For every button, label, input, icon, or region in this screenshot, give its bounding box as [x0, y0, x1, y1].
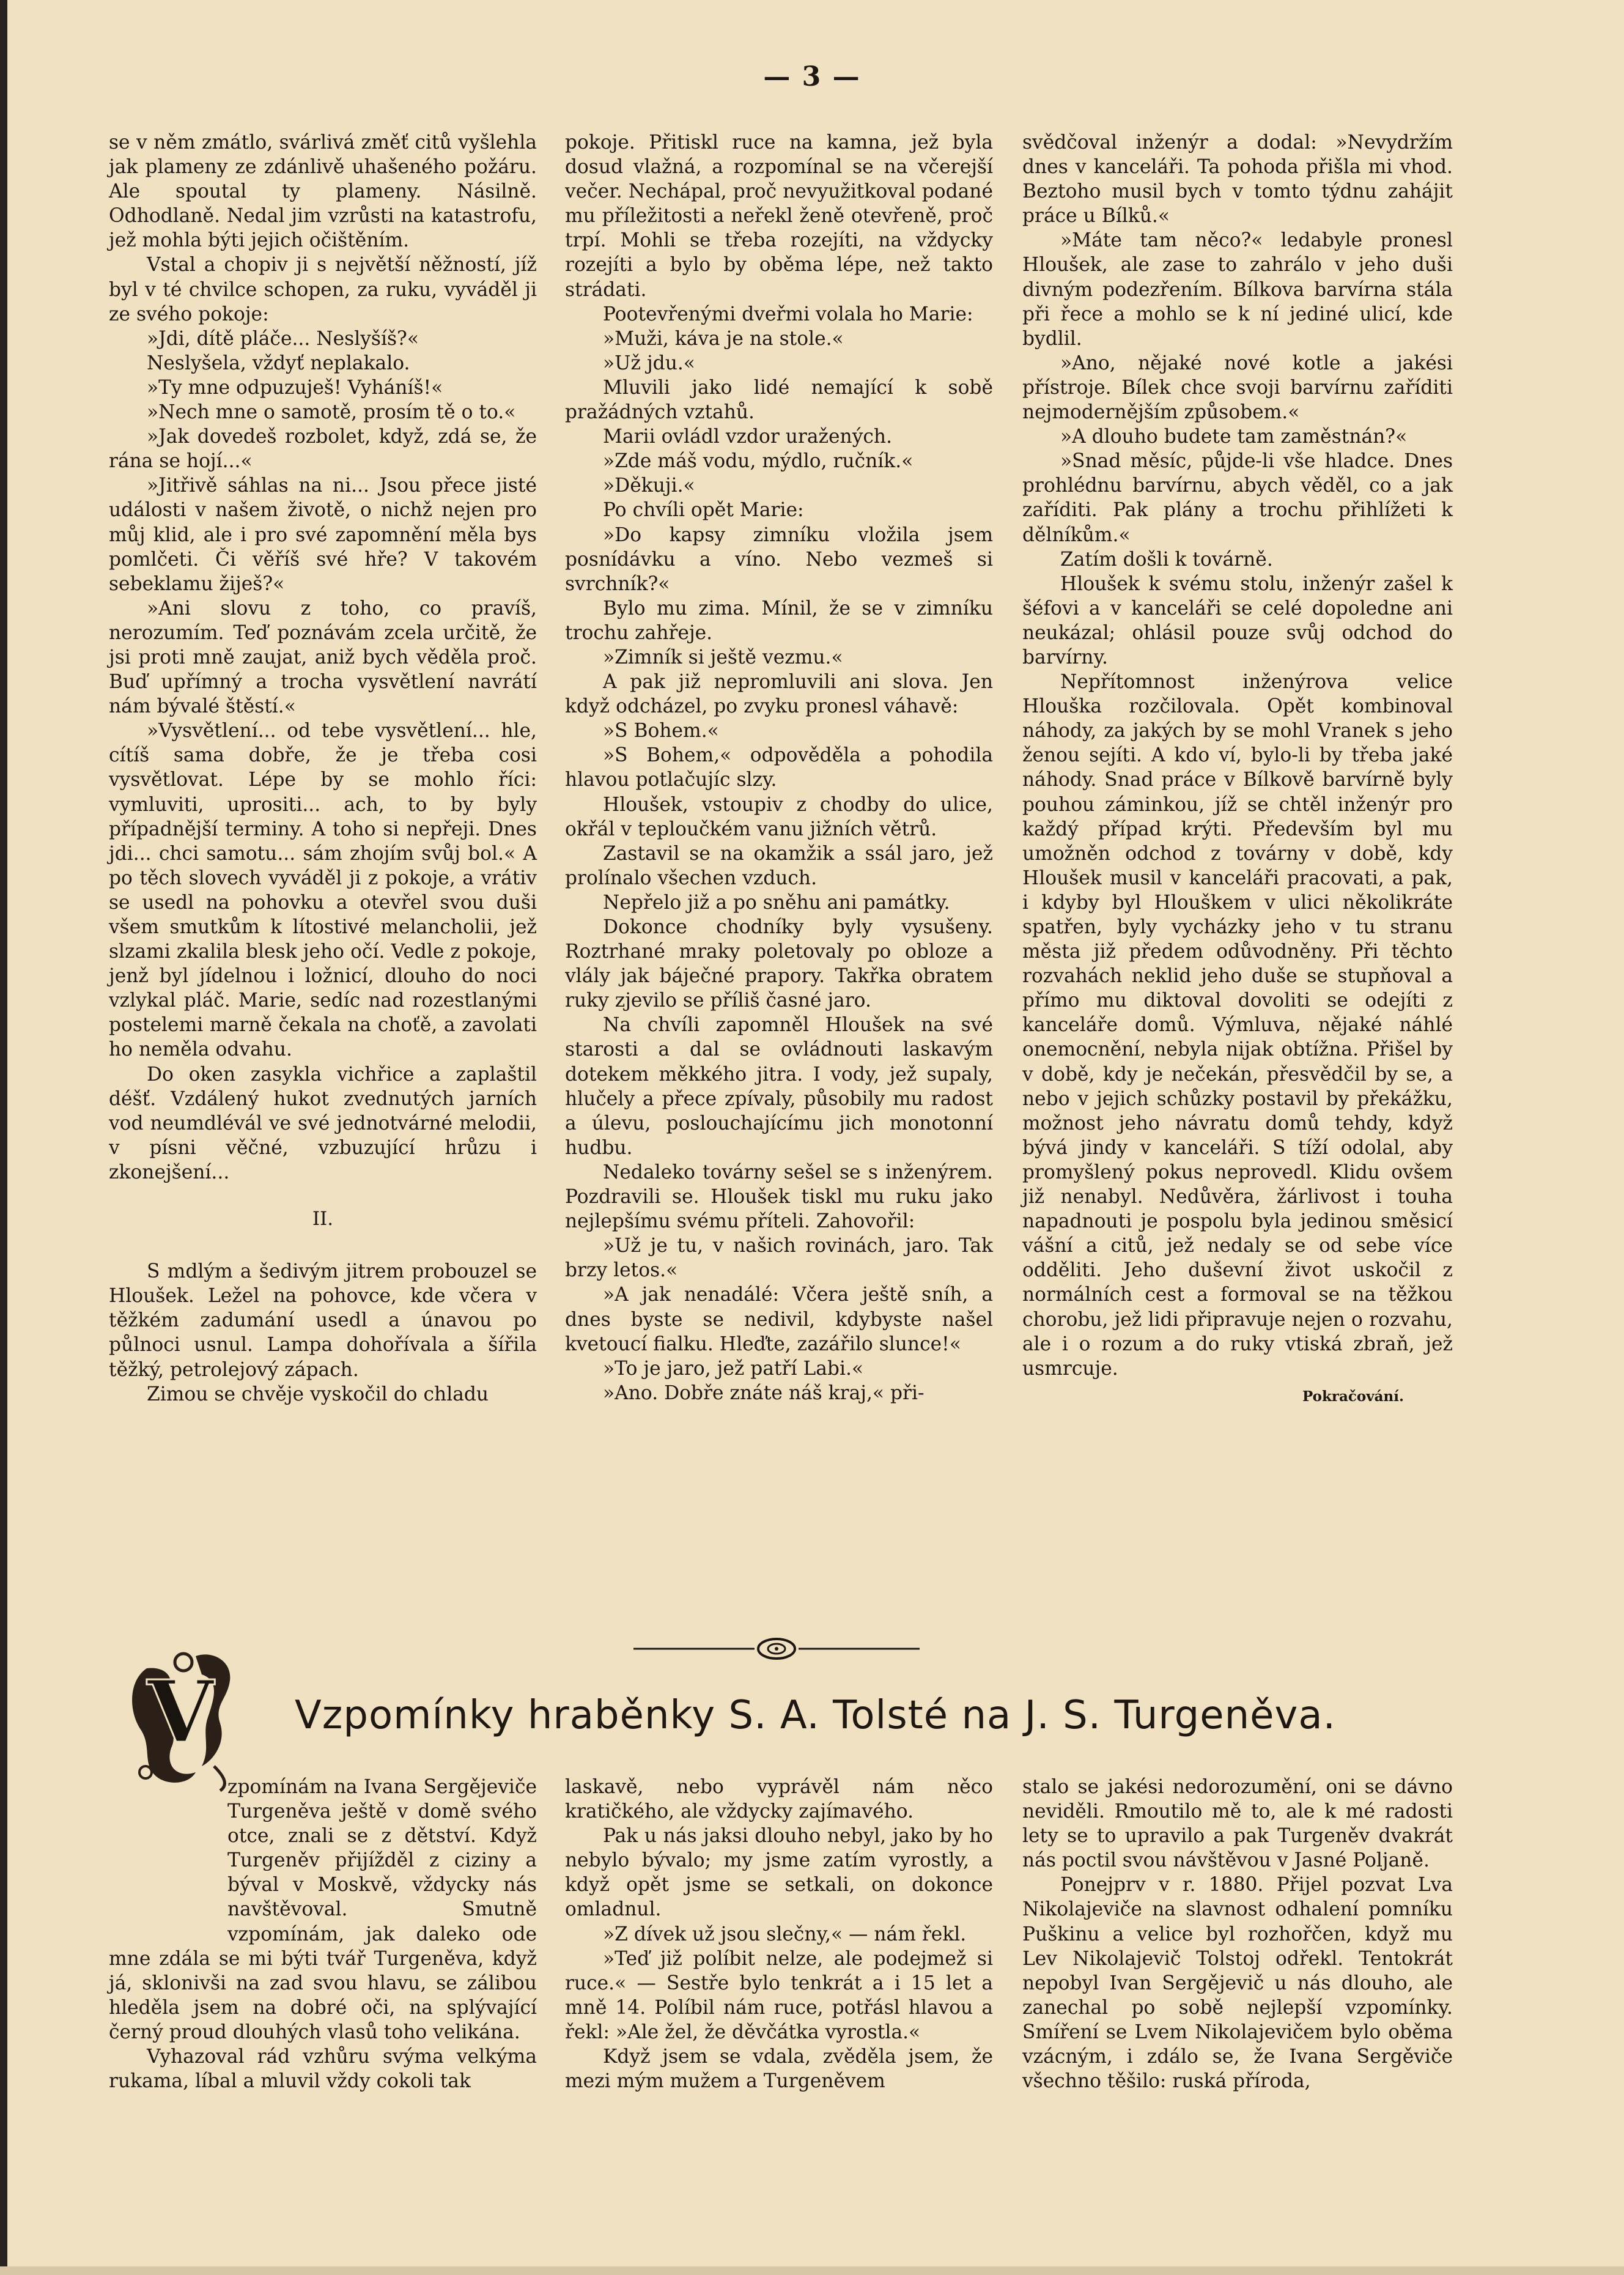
paragraph: »Máte tam něco?« ledabyle pronesl Hloušek, ale zase to zahrálo v jeho duši divným podezřením. Bílkova barvírna stála při řece a mohlo se k ní jediné ulicí, kde bydlil. — [1022, 229, 1453, 350]
paragraph: Nedaleko továrny sešel se s inženýrem. Pozdravili se. Hloušek tiskl mu ruku jako nejlepšímu svému příteli. Zahovořil: — [565, 1161, 993, 1233]
continued-note: Pokračování. — [1302, 1388, 1404, 1405]
paragraph: »Už jdu.« — [603, 352, 695, 374]
paragraph: »S Bohem,« odpověděla a pohodila hlavou potlačujíc slzy. — [565, 744, 993, 791]
paragraph: »Do kapsy zimníku vložila jsem posnídávku a víno. Nebo vezmeš si svrchník?« — [565, 523, 993, 595]
paragraph: S mdlým a šedivým jitrem probouzel se Hloušek. Ležel na pohovce, kde včera v těžkém zadumání usedl a únavou po půlnoci usnul. Lampa dohořívala a šířila těžký, petrolejový zápach. — [109, 1260, 537, 1381]
paragraph: »Jak dovedeš rozbolet, když, zdá se, že rána se hojí...« — [109, 426, 537, 473]
paragraph: Pak u nás jaksi dlouho nebyl, jako by ho nebylo bývalo; my jsme zatím vyrostly, a když opět jsme se setkali, on dokonce omladnul. — [565, 1825, 993, 1921]
paragraph: Neslyšela, vždyť neplakalo. — [147, 352, 410, 374]
paragraph: Když jsem se vdala, zvěděla jsem, že mezi mým mužem a Turgeněvem — [565, 2046, 993, 2093]
dropcap-letter-icon — [122, 1644, 238, 1794]
paragraph: Ponejprv v r. 1880. Přijel pozvat Lva Nikolajeviče na slavnost odhalení pomníku Puškinu a velice byl rozhořčen, když mu Lev Nikolajevič Tolstoj odřekl. Tentokrát nepobyl Ivan Sergějevič u nás dlouho, ale zanechal po sobě nejlepší vzpomínky. Smíření se Lvem Nikolajevičem bylo oběma vzácným, i zdálo se, že Ivana Sergěviče všechno těšilo: ruská příroda, — [1022, 1874, 1453, 2093]
article-column-1 — [109, 1775, 537, 2093]
paragraph: Na chvíli zapomněl Hloušek na své starosti a dal se ovládnouti laskavým dotekem měkkého jitra. I vody, jež supaly, hlučely a přece zpívaly, působily mu radost a úlevu, poslouchajícímu jich monotonní hudbu. — [565, 1014, 993, 1159]
paragraph: »Snad měsíc, půjde-li vše hladce. Dnes prohlédnu barvírnu, abych věděl, co a jak zaříditi. Pak plány a trochu přihlížeti k dělníkům.« — [1022, 450, 1453, 546]
paragraph: »Jdi, dítě pláče... Neslyšíš?« — [147, 327, 419, 350]
article-title: Vzpomínky hraběnky S. A. Tolsté na J. S. Turgeněva. — [295, 1693, 1336, 1738]
section-heading: II. — [312, 1208, 334, 1230]
page-edge — [0, 0, 7, 2275]
page-number: — 3 — — [763, 61, 861, 92]
paragraph: svědčoval inženýr a dodal: »Nevydržím dnes v kanceláři. Ta pohoda přišla mi vhod. Beztoho musil bych v tomto týdnu zahájit práce u Bílků.« — [1022, 131, 1453, 228]
paragraph: Po chvíli opět Marie: — [603, 499, 804, 522]
paragraph: »Ani slovu z toho, co pravíš, nerozumím. Teď poznávám zcela určitě, že jsi proti mně zaujat, aniž bych věděla proč. Buď upřímný a trocha vysvětlení navrátí nám bývalé štěstí.« — [109, 597, 537, 718]
paragraph: Hloušek, vstoupiv z chodby do ulice, okřál v teploučkém vanu jižních větrů. — [565, 793, 993, 840]
paragraph: »A dlouho budete tam zaměstnán?« — [1060, 426, 1408, 448]
paragraph: Hloušek k svému stolu, inženýr zašel k šéfovi a v kanceláři se celé dopoledne ani neukázal; ohlásil pouze svůj odchod do barvírny. — [1022, 572, 1453, 668]
paragraph: Mluvili jako lidé nemající k sobě pražádných vztahů. — [565, 376, 993, 424]
paragraph: »Jitřivě sáhlas na ni... Jsou přece jisté události v našem životě, o nichž nejen pro můj klid, ale i pro své zapomnění měla bys pomlčeti. Či věříš své hře? V takovém sebeklamu žiješ?« — [109, 475, 537, 595]
paragraph: Dokonce chodníky byly vysušeny. Roztrhané mraky poletovaly po obloze a vlály jak báječné prapory. Takřka obratem ruky zjevilo se příliš časné jaro. — [565, 916, 993, 1012]
svg-text:V: V — [147, 1662, 214, 1763]
paragraph: »Ano. Dobře znáte náš kraj,« při- — [603, 1382, 925, 1404]
paragraph: »Muži, káva je na stole.« — [603, 327, 844, 350]
paragraph: »A jak nenadálé: Včera ještě sníh, a dnes byste se nedivil, kdybyste našel kvetoucí fialku. Hleďte, zazářilo slunce!« — [565, 1284, 993, 1355]
paragraph: »Zimník si ještě vezmu.« — [603, 646, 843, 668]
paragraph: A pak již nepromluvili ani slova. Jen když odcházel, po zvyku pronesl váhavě: — [565, 671, 993, 718]
story-column-1 — [109, 130, 537, 1407]
paragraph: laskavě, nebo vyprávěl nám něco kratičkého, ale vždycky zajímavého. — [565, 1776, 993, 1823]
paragraph: »Ano, nějaké nové kotle a jakési přístroje. Bílek chce svoji barvírnu zaříditi nejmodernějším způsobem.« — [1022, 352, 1453, 424]
paragraph: »To je jaro, jež patří Labi.« — [603, 1357, 864, 1380]
paragraph: pokoje. Přitiskl ruce na kamna, jež byla dosud vlažná, a rozpomínal se na včerejší večer. Nechápal, proč nevyužitkoval podané mu příležitosti a neřekl ženě otevřeně, proč trpí. Mohli se třeba rozejíti, na vždycky rozejíti a bylo by oběma lépe, než takto strádati. — [565, 131, 993, 301]
paragraph: Nepřítomnost inženýrova velice Hlouška rozčilovala. Opět kombinoval náhody, za jakých by se mohl Vranek s jeho ženou sejíti. A kdo ví, bylo-li by třeba jaké náhody. Snad práce v Bílkově barvírně byly pouhou záminkou, jíž se chtěl inženýr pro každý případ krýti. Především byl mu umožněn odchod z továrny v době, kdy Hloušek musil v kanceláři pracovati, a pak, i kdyby byl Hlouškem v ulici několikráte spatřen, byly vycházky jeho v tu stranu města již předem odůvodněny. Při těchto rozvahách neklid jeho duše se stupňoval a přímo mu diktoval dovoliti se odejíti z kanceláře domů. Výmluva, nějaké náhlé onemocnění, nebyla nijak obtížna. Přišel by v době, kdy je nečekán, přesvědčil by se, a nebo v jejich schůzky postavil by překážku, možnost jeho návratu domů tehdy, když bývá jindy v kanceláři. S tíží odolal, aby promyšlený pokus neprovedl. Klidu ovšem již nenabyl. Nedůvěra, žárlivost i touha napadnouti je pospolu byla jedinou směsicí vášní a citů, jež nedaly se od sebe více odděliti. Jeho duševní život uskočil z normálních cest a formoval se na těžkou chorobu, jež lidi připravuje nejen o rozvahu, ale i o rozum a do ruky vtiská zbraň, jež usmrcuje. — [1022, 671, 1453, 1380]
dropcap-space — [109, 1775, 227, 1940]
paragraph: »Teď již políbit nelze, ale podejmež si ruce.« — Sestře bylo tenkrát a i 15 let a mně 14. Políbil nám ruce, potřásl hlavou a řekl: »Ale žel, že děvčátka vyrostla.« — [565, 1947, 993, 2043]
page-bottom-edge — [0, 2266, 1624, 2275]
paragraph: »Ty mne odpuzuješ! Vyháníš!« — [147, 376, 443, 399]
paragraph: Nepřelo již a po sněhu ani památky. — [603, 891, 950, 914]
paragraph: »Děkuji.« — [603, 475, 695, 497]
paragraph: »S Bohem.« — [603, 720, 719, 742]
paragraph: stalo se jakési nedorozumění, oni se dávno neviděli. Rmoutilo mě to, ale k mé radosti lety se to upravilo a pak Turgeněv dvakrát nás poctil svou návštěvou v Jasné Poljaně. — [1022, 1776, 1453, 1872]
article-column-3 — [1022, 1775, 1453, 2093]
paragraph: »Už je tu, v našich rovinách, jaro. Tak brzy letos.« — [565, 1235, 993, 1282]
paragraph: Zastavil se na okamžik a ssál jaro, jež prolínalo všechen vzduch. — [565, 842, 993, 889]
paragraph: Marii ovládl vzdor uražených. — [603, 426, 893, 448]
paragraph: »Nech mne o samotě, prosím tě o to.« — [147, 401, 516, 424]
paragraph: »Zde máš vodu, mýdlo, ručník.« — [603, 450, 914, 473]
paragraph: Vstal a chopiv ji s největší něžností, jíž byl v té chvilce schopen, za ruku, vyváděl ji ze svého pokoje: — [109, 254, 537, 325]
paragraph: Bylo mu zima. Mínil, že se v zimníku trochu zahřeje. — [565, 597, 993, 644]
ornament-divider — [633, 1637, 920, 1661]
paragraph: Zimou se chvěje vyskočil do chladu — [147, 1383, 489, 1405]
paragraph: Do oken zasykla vichřice a zaplaštil déšť. Vzdálený hukot zvednutých jarních vod neumdlévál ve své jednotvárné melodii, v písni věčné, vzbuzující hrůzu i zkonejšení... — [109, 1063, 537, 1183]
paragraph: Vyhazoval rád vzhůru svýma velkýma rukama, líbal a mluvil vždy cokoli tak — [109, 2046, 537, 2093]
paragraph: Pootevřenými dveřmi volala ho Marie: — [603, 303, 973, 325]
paragraph: »Z dívek už jsou slečny,« — nám řekl. — [603, 1923, 967, 1945]
paragraph: »Vysvětlení... od tebe vysvětlení... hle, cítíš sama dobře, že je třeba cosi vysvětlovat. Lépe by se mohlo říci: vymluviti, uprositi... ach, to by byly případnější terminy. A toho si nepřeji. Dnes jdi... chci samotu... sám zhojím svůj bol.« A po těch slovech vyváděl ji z pokoje, a vrátiv se usedl na pohovku a otevřel svou duši všem smutkům k lítostivé melancholii, jež slzami zkalila blesk jeho očí. Vedle z pokoje, jenž byl jídelnou i ložnicí, dlouho do noci vzlykal pláč. Marie, sedíc nad rozestlanými postelemi marně čekala na choťě, a zavolati ho neměla odvahu. — [109, 720, 537, 1061]
paragraph: Zatím došli k továrně. — [1060, 548, 1273, 571]
paragraph: se v něm zmátlo, svárlivá změť citů vyšlehla jak plameny ze zdánlivě uhašeného požáru. Ale spoutal ty plameny. Násilně. Odhodlaně. Nedal jim vzrůsti na katastrofu, jež mohla býti jejich očištěním. — [109, 131, 537, 252]
paragraph: zpomínám na Ivana Sergějeviče Turgeněva ještě v domě svého otce, znali se z dětství. Když Turgeněv přijížděl z ciziny a býval v Moskvě, vždycky nás navštěvoval. Smutně vzpomínám, jak daleko ode mne zdála se mi býti tvář Turgeněva, když já, sklonivši na zad svou hlavu, se zálibou hleděla jsem na dobré oči, na splývající černý proud dlouhých vlasů toho velikána. — [109, 1776, 537, 2043]
story-column-2 — [565, 130, 993, 1405]
story-column-3 — [1022, 130, 1453, 1409]
article-column-2 — [565, 1775, 993, 2093]
